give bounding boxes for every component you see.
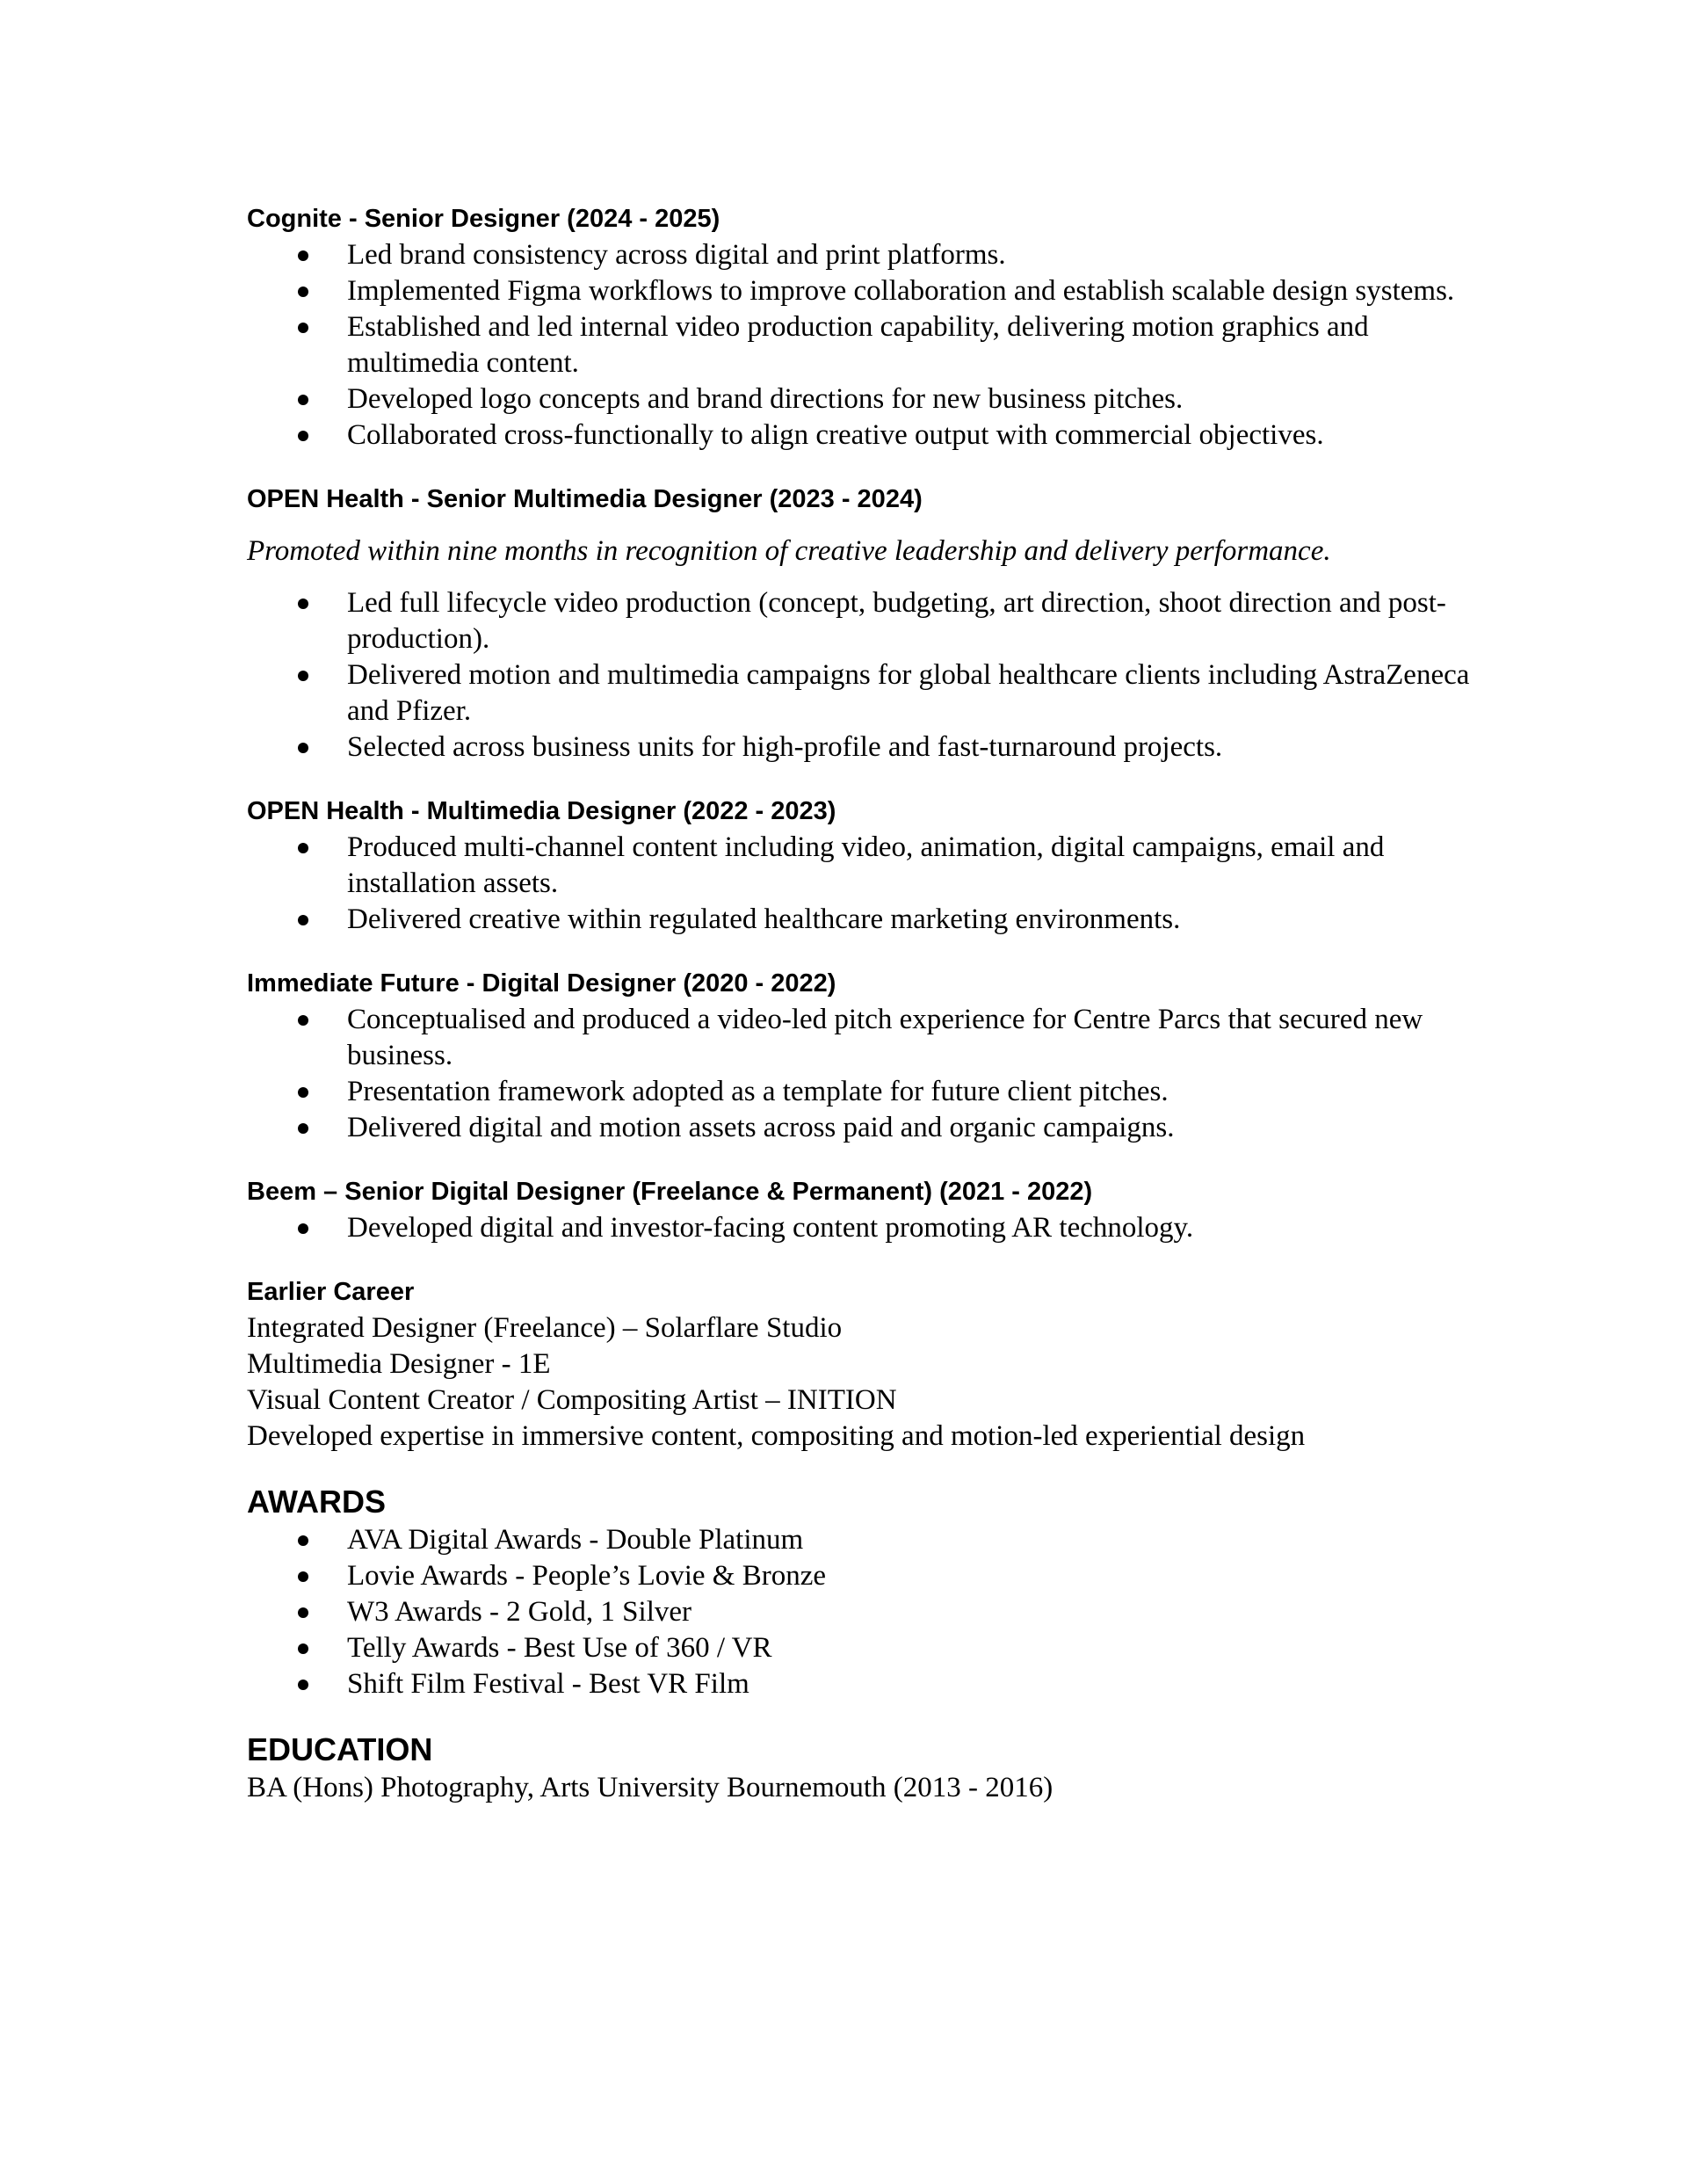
job-open-health	[247, 793, 1477, 938]
bullet-icon	[298, 843, 308, 853]
bullet-icon	[298, 1087, 308, 1098]
bullet-icon	[298, 287, 308, 297]
job-title: Cognite - Senior Designer (2024 - 2025)	[247, 205, 720, 233]
job-bullets	[247, 1210, 1477, 1246]
list-item: Led brand consistency across digital and print platforms.	[247, 237, 1477, 273]
list-item: Collaborated cross-functionally to align creative output with commercial objectives.	[247, 417, 1477, 453]
job-title: OPEN Health - Senior Multimedia Designer (2023 - 2024)	[247, 485, 923, 513]
bullet-icon	[298, 323, 308, 333]
bullet-icon	[298, 915, 308, 925]
bullet-icon	[298, 1607, 308, 1618]
bullet-icon	[298, 671, 308, 681]
job-title: Immediate Future - Digital Designer (2020 - 2022)	[247, 969, 836, 998]
job-title: Beem – Senior Digital Designer (Freelance & Permanent) (2021 - 2022)	[247, 1178, 1093, 1206]
bullet-icon	[298, 1680, 308, 1690]
earlier-career-title: Earlier Career	[247, 1278, 415, 1306]
job-bullets	[247, 237, 1477, 453]
job-beem	[247, 1173, 1477, 1246]
list-item: Developed digital and investor-facing content promoting AR technology.	[247, 1210, 1477, 1246]
earlier-career-line: Developed expertise in immersive content, compositing and motion-led experiential design	[247, 1420, 1306, 1452]
list-item: Delivered motion and multimedia campaigns for global healthcare clients including AstraZeneca and Pfizer.	[247, 657, 1477, 729]
job-open-health-senior	[247, 481, 1477, 765]
awards-section	[247, 1482, 1477, 1702]
bullet-icon	[298, 743, 308, 753]
earlier-career-line: Multimedia Designer - 1E	[247, 1348, 551, 1380]
list-item: Lovie Awards - People’s Lovie & Bronze	[247, 1558, 1477, 1594]
list-item: Produced multi-channel content including video, animation, digital campaigns, email and installation assets.	[247, 830, 1477, 902]
job-bullets	[247, 585, 1477, 765]
education-heading: EDUCATION	[247, 1731, 433, 1767]
job-note: Promoted within nine months in recognition of creative leadership and delivery performance.	[247, 535, 1331, 567]
list-item: AVA Digital Awards - Double Platinum	[247, 1522, 1477, 1558]
bullet-icon	[298, 431, 308, 441]
list-item: Implemented Figma workflows to improve collaboration and establish scalable design systems.	[247, 273, 1477, 309]
bullet-icon	[298, 1015, 308, 1026]
earlier-career	[247, 1273, 1477, 1455]
bullet-icon	[298, 1643, 308, 1654]
bullet-icon	[298, 1571, 308, 1582]
list-item: Led full lifecycle video production (concept, budgeting, art direction, shoot direction and post-production).	[247, 585, 1477, 657]
bullet-icon	[298, 1535, 308, 1546]
list-item: W3 Awards - 2 Gold, 1 Silver	[247, 1594, 1477, 1630]
bullet-icon	[298, 1223, 308, 1234]
earlier-career-line: Integrated Designer (Freelance) – Solarflare Studio	[247, 1312, 843, 1344]
job-title: OPEN Health - Multimedia Designer (2022 - 2023)	[247, 797, 836, 825]
list-item: Delivered digital and motion assets across paid and organic campaigns.	[247, 1110, 1477, 1146]
bullet-icon	[298, 395, 308, 405]
job-bullets	[247, 830, 1477, 938]
job-bullets	[247, 1002, 1477, 1146]
awards-heading: AWARDS	[247, 1484, 387, 1520]
bullet-icon	[298, 1123, 308, 1134]
awards-list	[247, 1522, 1477, 1702]
list-item: Selected across business units for high-profile and fast-turnaround projects.	[247, 729, 1477, 765]
bullet-icon	[298, 599, 308, 609]
bullet-icon	[298, 250, 308, 261]
list-item: Conceptualised and produced a video-led pitch experience for Centre Parcs that secured new business.	[247, 1002, 1477, 1074]
job-cognite	[247, 200, 1477, 453]
job-immediate-future	[247, 965, 1477, 1146]
list-item: Established and led internal video production capability, delivering motion graphics and multimedia content.	[247, 309, 1477, 381]
education-line: BA (Hons) Photography, Arts University Bournemouth (2013 - 2016)	[247, 1772, 1053, 1803]
list-item: Shift Film Festival - Best VR Film	[247, 1666, 1477, 1702]
earlier-career-line: Visual Content Creator / Compositing Artist – INITION	[247, 1384, 897, 1416]
list-item: Delivered creative within regulated healthcare marketing environments.	[247, 902, 1477, 938]
list-item: Telly Awards - Best Use of 360 / VR	[247, 1630, 1477, 1666]
list-item: Presentation framework adopted as a template for future client pitches.	[247, 1074, 1477, 1110]
resume-page	[247, 200, 1477, 1806]
education-section	[247, 1730, 1477, 1806]
list-item: Developed logo concepts and brand directions for new business pitches.	[247, 381, 1477, 417]
